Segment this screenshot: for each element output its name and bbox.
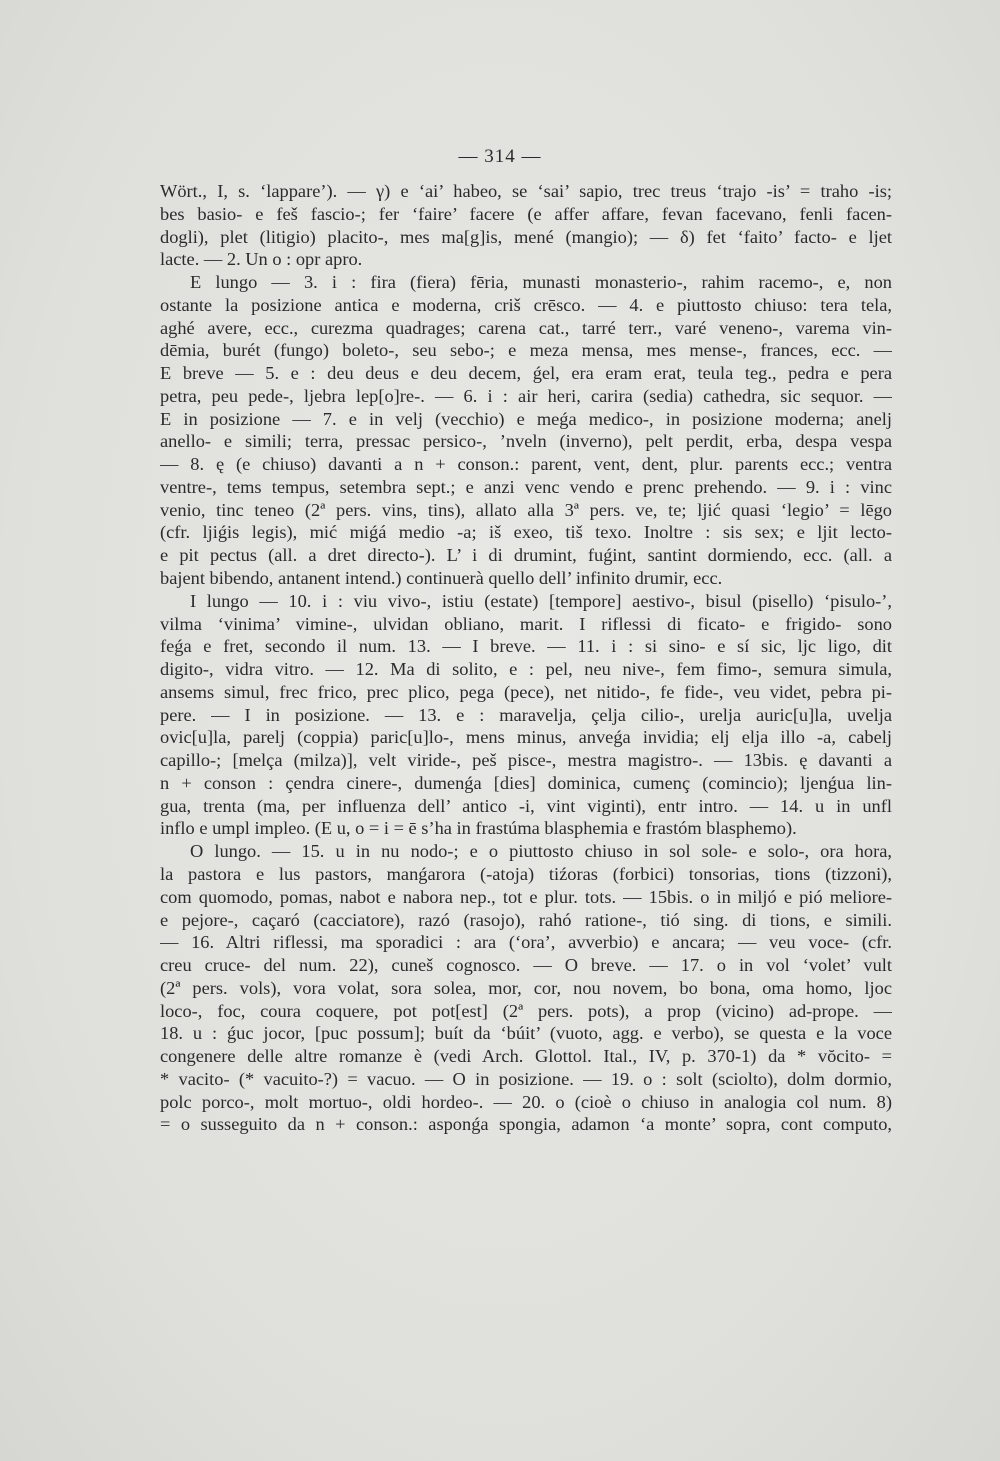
text-line: E breve — 5. e : deu deus e deu decem, ǵel, era eram erat, teula teg., pedra e pera (160, 363, 892, 384)
text-line: com quomodo, pomas, nabot e nabora nep., tot e plur. tots. — 15bis. o in miljó e pió meliore- (160, 886, 892, 907)
text-line: inflo e umpl impleo. (E u, o = i = ē s’ha in frastúma blasphemia e frastóm blasphemo). (160, 818, 797, 839)
text-line: Wört., I, s. ‘lappare’). — γ) e ‘ai’ habeo, se ‘sai’ sapio, trec treus ‘trajo -is’ = traho -is; (160, 181, 892, 201)
text-line: gua, trenta (ma, per influenza dell’ antico -i, vint viginti), entr intro. — 14. u in unfl (160, 795, 892, 816)
text-line: petra, peu pede-, ljebra lep[o]re-. — 6. i : air heri, carira (sedia) cathedra, sic sequor. — (160, 385, 892, 406)
body-text (160, 180, 892, 1136)
text-line: pere. — I in posizione. — 13. e : maravelja, çelja cilio-, urelja auric[u]la, uvelja (160, 704, 892, 725)
text-line: * vacito- (* vacuito-?) = vacuo. — O in posizione. — 19. o : solt (sciolto), dolm dormio, (160, 1068, 892, 1089)
text-line: e pit pectus (all. a dret directo-). L’ i di drumint, fuǵint, santint dormiendo, ecc. (all. a (160, 545, 892, 566)
text-line: 18. u : ǵuc jocor, [puc possum]; buít da ‘búit’ (vuoto, agg. e verbo), se questa e la voce (160, 1023, 892, 1044)
text-line: ansems simul, frec frico, prec plico, pega (pece), net nitido-, fe fide-, veu videt, pebra pi- (160, 681, 892, 702)
text-line: creu cruce- del num. 22), cuneš cognosco. — O breve. — 17. o in vol ‘volet’ vult (160, 955, 892, 976)
text-line: anello- e simili; terra, pressac persico-, ’nveln (inverno), pelt perdit, erba, despa vespa (160, 431, 892, 452)
text-line: lacte. — 2. Un o : opr apro. (160, 249, 363, 270)
text-line: n + conson : çendra cinere-, dumenǵa [dies] dominica, cumenç (comincio); ljenǵua lin- (160, 772, 892, 793)
text-line: (2ª pers. vols), vora volat, sora solea, mor, cor, nou novem, bo bona, oma homo, ljoc (160, 977, 892, 998)
text-line: I lungo — 10. i : viu vivo-, istiu (estate) [tempore] aestivo-, bisul (pisello) ‘pisulo-’, (190, 590, 892, 611)
text-line: — 8. ę (e chiuso) davanti a n + conson.: parent, vent, dent, plur. parents ecc.; ventra (160, 454, 892, 475)
text-line: capillo-; [melça (milza)], velt viride-, peš pisce-, mestra magistro-. — 13bis. ę davanti a (160, 750, 892, 771)
text-line: aghé avere, ecc., curezma quadrages; carena cat., tarré terr., varé veneno-, varema vin- (160, 317, 892, 338)
text-line: = o susseguito da n + conson.: asponǵa spongia, adamon ‘a monte’ sopra, cont computo, (160, 1114, 892, 1135)
text-line: ventre-, tems tempus, setembra sept.; e anzi venc vendo e prenc prehendo. — 9. i : vinc (160, 476, 892, 497)
text-line: congenere delle altre romanze è (vedi Arch. Glottol. Ital., IV, p. 370-1) da * vŏcito- = (160, 1046, 892, 1067)
text-line: polc porco-, molt mortuo-, oldi hordeo-. — 20. o (cioè o chiuso in analogia col num. 8) (160, 1091, 892, 1112)
page-number: — 314 — (458, 146, 542, 167)
text-line: O lungo. — 15. u in nu nodo-; e o piuttosto chiuso in sol sole- e solo-, ora hora, (190, 841, 892, 862)
text-line: digito-, vidra vitro. — 12. Ma di solito, e : pel, neu nive-, fem fimo-, semura simula, (160, 659, 892, 680)
text-line: E in posizione — 7. e in velj (vecchio) e meǵa medico-, in posizione moderna; anelj (160, 408, 892, 429)
text-line: — 16. Altri riflessi, ma sporadici : ara (‘ora’, avverbio) e ancara; — veu voce- (cfr. (160, 932, 892, 953)
text-line: la pastora e lus pastors, manǵarora (-atoja) tiźoras (forbici) tonsorias, tions (tizzoni), (160, 863, 892, 884)
text-line: ostante la posizione antica e moderna, criš crēsco. — 4. e piuttosto chiuso: tera tela, (160, 294, 892, 315)
text-line: loco-, foc, coura coquere, pot pot[est] (2ª pers. pots), a prop (vicino) ad-prope. — (160, 1000, 892, 1021)
text-line: E lungo — 3. i : fira (fiera) fēria, munasti monasterio-, rahim racemo-, e, non (190, 272, 892, 293)
text-line: ovic[u]la, parelj (coppia) paric[u]lo-, mens minus, anveǵa invidia; elj elja illo -a, cabelj (160, 727, 892, 748)
text-line: venio, tinc teneo (2ª pers. vins, tins), allato alla 3ª pers. ve, te; ljić quasi ‘legio’ = lēgo (160, 499, 892, 520)
text-line: dēmia, burét (fungo) boleto-, seu sebo-; e meza mensa, mes mense-, frances, ecc. — (160, 340, 892, 361)
text-line: e pejore-, caçaró (cacciatore), razó (rasojo), rahó ratione-, tió sing. di tions, e simili. (160, 909, 892, 930)
text-line: (cfr. ljiǵis legis), mić miǵá medio -a; iš exeo, tiš texo. Inoltre : sis sex; e ljit lecto- (160, 522, 892, 543)
text-line: bes basio- e feš fascio-; fer ‘faire’ facere (e affer affare, fevan facevano, fenli facen- (160, 203, 892, 224)
text-line: bajent bibendo, antanent intend.) continuerà quello dell’ infinito drumir, ecc. (160, 568, 723, 589)
text-line: dogli), plet (litigio) placito-, mes ma[g]is, mené (mangio); — δ) fet ‘faito’ facto- e ljet (160, 226, 892, 247)
text-line: vilma ‘vinima’ vimine-, ulvidan obliano, marit. I riflessi di ficato- e frigido- sono (160, 613, 892, 634)
text-line: feǵa e fret, secondo il num. 13. — I breve. — 11. i : si sino- e sí sic, ljc ligo, dit (160, 636, 892, 657)
